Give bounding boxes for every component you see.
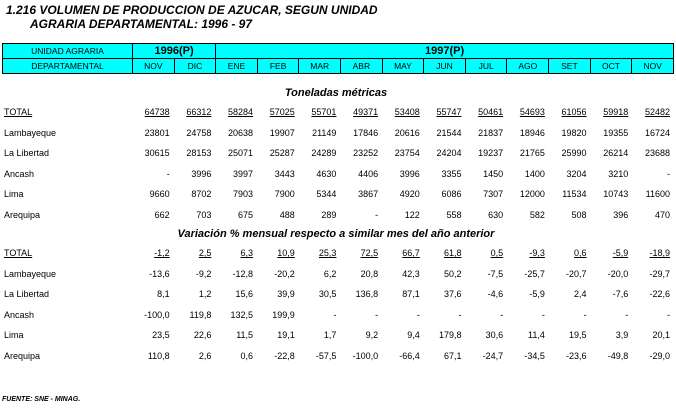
table-cell: - [458,309,462,320]
table-cell: 20,8 [360,268,379,279]
table-cell: 122 [404,209,420,220]
table-cell: 488 [279,209,295,220]
row-label: Arequipa [4,209,41,220]
table-cell: - [667,309,670,320]
header-year-1996: 1996(P) [133,44,216,59]
header-unit-line1: UNIDAD AGRARIA [3,44,133,59]
table-cell: -24,7 [482,350,504,361]
table-cell: 110,8 [147,350,170,361]
table-cell: 10743 [603,189,629,200]
table-cell: -23,6 [566,350,587,361]
row-label: Lima [4,330,24,341]
table-cell: -7,6 [612,289,629,300]
table-cell: 19820 [561,127,587,138]
source-footnote: FUENTE: SNE - MINAG. [2,396,81,403]
table-title: 1.216 VOLUMEN DE PRODUCCION DE AZUCAR, SEGUN UNIDAD [6,3,378,17]
table-row [2,164,674,185]
table-cell: - [375,309,379,320]
table-cell: 23688 [644,148,670,159]
table-cell: 12000 [519,189,545,200]
header-month: ENE [216,59,258,74]
row-label: Arequipa [4,350,41,361]
table-cell: 23,5 [152,330,170,341]
table-cell: 289 [321,209,337,220]
table-cell: 8702 [191,189,212,200]
table-cell: 7307 [483,189,504,200]
table-cell: 9,4 [407,330,420,341]
table-cell: 179,8 [438,330,462,341]
table-cell: 675 [238,209,254,220]
table-cell: -4,6 [487,289,504,300]
table-row [2,305,674,326]
table-cell: 630 [488,209,504,220]
table-cell: -1,2 [154,248,170,259]
row-label: TOTAL [4,107,33,118]
table-cell: 37,6 [443,289,462,300]
table-cell: 25071 [228,148,254,159]
row-label: Lambayeque [4,127,57,138]
table-cell: 3,9 [615,330,629,341]
table-row [2,143,674,164]
header-unit-line2: DEPARTAMENTAL [3,59,133,74]
table-cell: 59918 [603,107,629,118]
table-cell: 0,6 [240,350,254,361]
table-cell: 136,8 [355,289,379,300]
table-cell: 4920 [399,189,420,200]
table-cell: -22,6 [649,289,670,300]
table-cell: 25287 [269,148,295,159]
table-cell: 470 [654,209,670,220]
table-cell: 11,4 [528,330,545,341]
header-year-1997: 1997(P) [216,44,674,59]
table-cell: - [375,209,379,220]
table-cell: - [541,309,545,320]
table-cell: 3210 [608,168,629,179]
table-cell: 42,3 [402,268,420,279]
table-cell: 3355 [441,168,462,179]
table-cell: 30615 [144,148,170,159]
table-cell: 582 [529,209,545,220]
table-cell: 3443 [274,168,295,179]
table-cell: 8,1 [157,289,170,300]
row-label: La Libertad [4,148,50,159]
table-cell: 558 [446,209,462,220]
table-cell: 22,6 [193,330,212,341]
row-label: La Libertad [4,289,50,300]
table-cell: 2,4 [574,289,587,300]
table-cell: 53408 [394,107,420,118]
table-row [2,123,674,144]
table-cell: 6,3 [240,248,254,259]
table-cell: -29,0 [649,350,670,361]
table-row [2,102,674,123]
header-month: NOV [133,59,175,74]
table-cell: -20,2 [274,268,295,279]
row-label: Ancash [4,168,35,179]
table-cell: 24289 [311,148,337,159]
table-cell: 2,6 [198,350,212,361]
table-cell: 3996 [191,168,212,179]
header-month: NOV [632,59,674,74]
table-cell: -57,5 [315,350,337,361]
table-cell: 11534 [562,189,587,200]
data-table [2,84,674,366]
table-cell: -7,5 [487,268,504,279]
table-cell: 23801 [144,127,170,138]
table-cell: -20,7 [566,268,587,279]
table-cell: - [667,168,670,179]
header-month: JUL [465,59,507,74]
table-cell: 9660 [149,189,170,200]
table-cell: 30,5 [318,289,337,300]
table-row [2,264,674,285]
table-cell: 57025 [269,107,295,118]
table-cell: 66312 [186,107,212,118]
table-cell: - [583,309,587,320]
table-cell: 3996 [399,168,420,179]
table-cell: 10,9 [277,248,295,259]
table-cell: 19907 [269,127,295,138]
table-cell: 72,5 [360,248,379,259]
table-subtitle: AGRARIA DEPARTAMENTAL: 1996 - 97 [30,17,253,31]
table-cell: -22,8 [274,350,295,361]
table-cell: 50461 [478,107,504,118]
row-label: Lambayeque [4,268,57,279]
table-cell: 396 [613,209,629,220]
table-cell: 54693 [519,107,545,118]
table-cell: -100,0 [144,309,170,320]
table-cell: 64738 [144,107,170,118]
table-cell: 7900 [274,189,295,200]
table-cell: 1400 [524,168,545,179]
table-cell: 23754 [394,148,420,159]
table-cell: -49,8 [607,350,629,361]
table-cell: 15,6 [235,289,254,300]
table-cell: 49371 [353,107,379,118]
table-cell: 2,5 [198,248,212,259]
table-cell: - [166,168,170,179]
table-cell: 11600 [645,189,670,200]
table-cell: 26214 [603,148,629,159]
table-cell: 19,1 [277,330,295,341]
table-cell: 24204 [436,148,462,159]
table-cell: -34,5 [524,350,545,361]
table-row [2,243,674,264]
table-cell: 9,2 [365,330,379,341]
header-table [2,43,674,74]
table-cell: 703 [196,209,212,220]
table-cell: 58284 [228,107,254,118]
table-cell: -100,0 [352,350,379,361]
table-cell: 17846 [353,127,379,138]
header-month: JUN [424,59,466,74]
table-cell: -12,8 [232,268,254,279]
table-cell: 5344 [316,189,337,200]
header-month: MAY [382,59,424,74]
table-cell: 87,1 [402,289,420,300]
table-cell: 30,6 [485,330,504,341]
table-cell: - [625,309,629,320]
table-cell: 1,7 [323,330,337,341]
table-cell: 66,7 [402,248,420,259]
table-cell: 67,1 [443,350,462,361]
table-cell: 21765 [519,148,545,159]
header-month: MAR [299,59,341,74]
row-label: TOTAL [4,248,33,259]
table-cell: 4630 [316,168,337,179]
table-cell: 6,2 [323,268,337,279]
table-cell: 39,9 [277,289,295,300]
table-cell: 61056 [561,107,587,118]
table-cell: 20,1 [652,330,670,341]
table-cell: 20638 [228,127,254,138]
table-cell: 21544 [436,127,462,138]
table-cell: 4406 [358,168,379,179]
table-cell: 19237 [478,148,504,159]
table-cell: 3867 [358,189,379,200]
table-row [2,184,674,205]
table-cell: - [500,309,504,320]
table-cell: 19355 [603,127,629,138]
header-month: DIC [174,59,216,74]
table-cell: 21149 [312,127,337,138]
table-cell: - [416,309,420,320]
table-cell: 21837 [478,127,504,138]
section2-title: Variación % mensual respecto a similar mes del año anterior [177,228,495,240]
table-cell: - [333,309,337,320]
table-cell: -9,2 [195,268,212,279]
table-cell: 1,2 [198,289,212,300]
table-cell: -5,9 [612,248,629,259]
table-cell: 52482 [644,107,670,118]
table-cell: 55747 [436,107,462,118]
table-cell: -18,9 [649,248,670,259]
table-cell: 11,5 [236,330,254,341]
table-cell: -66,4 [399,350,420,361]
table-cell: 19,5 [569,330,587,341]
table-row [2,284,674,305]
table-cell: 18946 [519,127,545,138]
table-cell: 1450 [483,168,504,179]
section1-title: Toneladas métricas [284,87,388,99]
table-cell: 20616 [394,127,420,138]
table-cell: 55701 [311,107,337,118]
row-label: Ancash [4,309,35,320]
table-cell: 28153 [186,148,212,159]
header-month: AGO [507,59,549,74]
header-month: FEB [257,59,299,74]
table-cell: -5,9 [529,289,545,300]
table-cell: 7903 [233,189,254,200]
table-cell: -29,7 [649,268,670,279]
table-cell: 16724 [644,127,670,138]
table-cell: 61,8 [443,248,462,259]
table-cell: -25,7 [524,268,545,279]
table-cell: 0,6 [574,248,587,259]
table-row [2,325,674,346]
table-cell: 3997 [233,168,254,179]
table-cell: 6086 [441,189,462,200]
table-cell: 24758 [186,127,212,138]
table-cell: 25990 [561,148,587,159]
header-month: ABR [341,59,383,74]
table-cell: 662 [154,209,170,220]
table-cell: -20,0 [607,268,629,279]
table-cell: 25,3 [318,248,337,259]
table-cell: 23252 [353,148,379,159]
table-cell: 199,9 [272,309,295,320]
table-cell: 50,2 [443,268,462,279]
header-month: SET [549,59,591,74]
table-cell: 3204 [566,168,587,179]
table-cell: 132,5 [230,309,254,320]
table-cell: -13,6 [149,268,170,279]
row-label: Lima [4,189,24,200]
table-row [2,205,674,226]
table-cell: 119,8 [189,309,212,320]
table-cell: 508 [571,209,587,220]
table-cell: -9,3 [529,248,545,259]
table-row [2,346,674,367]
table-cell: 0,5 [490,248,504,259]
header-month: OCT [590,59,632,74]
